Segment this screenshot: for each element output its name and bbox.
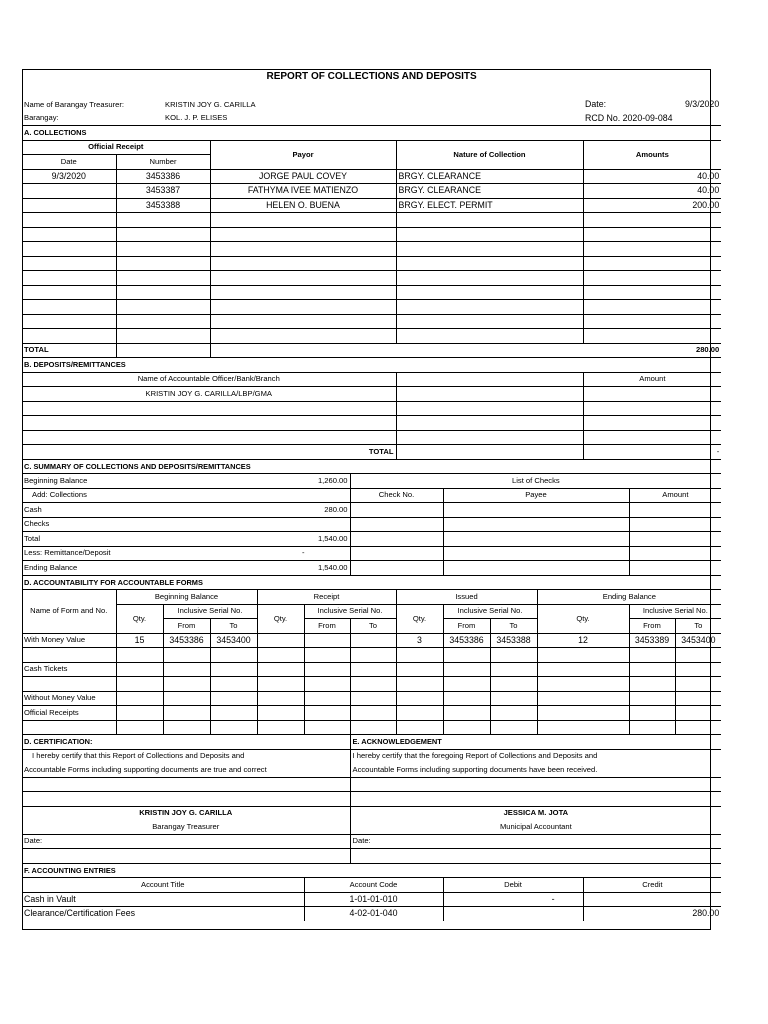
without-money-label: Without Money Value [22, 691, 116, 706]
barangay-name: KOL. J. P. ELISES [165, 113, 228, 123]
accountant-position: Municipal Accountant [350, 820, 721, 834]
rcd-number: RCD No. 2020-09-084 [585, 112, 673, 123]
officer-value: KRISTIN JOY G. CARILLA/LBP/GMA [22, 387, 396, 402]
number-header: Number [116, 155, 210, 170]
check-amount-header: Amount [629, 488, 721, 503]
account-code-header: Account Code [304, 878, 443, 893]
section-accounting: F. ACCOUNTING ENTRIES [22, 863, 721, 878]
barangay-label: Barangay: [24, 113, 59, 123]
official-receipts-label: Official Receipts [22, 706, 116, 721]
checks-label: Checks [22, 517, 257, 532]
section-deposits: B. DEPOSITS/REMITTANCES [22, 358, 721, 373]
acknowledgement-text-1: I hereby certify that the foregoing Report of Collections and Deposits and [352, 751, 598, 761]
acknowledgement-date-label: Date: [350, 834, 721, 849]
deposits-total-label: TOTAL [22, 445, 396, 460]
nature-header: Nature of Collection [396, 140, 583, 169]
table-row: 9/3/2020 3453386 JORGE PAUL COVEY BRGY. CLEARANCE 40.00 [22, 169, 721, 184]
accountant-signatory: JESSICA M. JOTA [503, 808, 569, 818]
debit-header: Debit [443, 878, 583, 893]
section-accountability: D. ACCOUNTABILITY FOR ACCOUNTABLE FORMS [22, 575, 721, 590]
treasurer-signatory: KRISTIN JOY G. CARILLA [22, 806, 350, 820]
treasurer-name: KRISTIN JOY G. CARILLA [165, 99, 256, 109]
cash-label: Cash [22, 503, 257, 518]
rcd-form [22, 69, 720, 930]
date-header: Date [22, 155, 116, 170]
acknowledgement-text-2: Accountable Forms including supporting documents have been received. [350, 763, 721, 777]
date-label: Date: [585, 99, 607, 110]
ending-balance-value: 1,540.00 [257, 561, 350, 576]
account-title-header: Account Title [22, 878, 304, 893]
cash-tickets-label: Cash Tickets [22, 662, 116, 677]
beginning-balance-value: 1,260.00 [257, 474, 350, 489]
deposit-amount-header: Amount [583, 372, 721, 387]
official-receipt-header: Official Receipt [22, 140, 210, 155]
page-title: REPORT OF COLLECTIONS AND DEPOSITS [266, 71, 477, 82]
summary-total-value: 1,540.00 [257, 532, 350, 547]
less-remittance-label: Less: Remittance/Deposit [22, 546, 257, 561]
collections-total-value: 280.00 [583, 343, 721, 358]
less-remittance-value: - [257, 546, 350, 561]
ending-balance-label: Ending Balance [22, 561, 257, 576]
amounts-header: Amounts [583, 140, 721, 169]
section-acknowledgement: E. ACKNOWLEDGEMENT [350, 735, 721, 750]
summary-total-label: Total [22, 532, 257, 547]
collections-total-label: TOTAL [22, 343, 116, 358]
form-name-header: Name of Form and No. [22, 590, 116, 634]
payee-header: Payee [443, 488, 629, 503]
table-row: 3453388 HELEN O. BUENA BRGY. ELECT. PERMIT 200.00 [22, 198, 721, 213]
issued-group: Issued [396, 590, 537, 605]
section-certification: D. CERTIFICATION: [22, 735, 350, 750]
rcd-table: REPORT OF COLLECTIONS AND DEPOSITS Name of Barangay Treasurer: KRISTIN JOY G. CARILLA Date: 9/3/2020 Barangay: KOL. J. P. ELISES RCD No. 2020-09-084 A. COLLECTIONS Official Receipt Payor Nature of Collection Amounts Date Number 9/3/2020 3453386 JORGE PAUL COVEY BRGY. CLEARANCE 40.00 3453387 FATHYMA IVEE MATIENZO BRGY. CLEARANCE 40.00 3453388 HELEN O. BUENA BRGY. ELECT. PERMIT 200.00 TOTAL 280.00 B. DEPOSITS/REMITTANCES Name of Accountable Officer/Bank/Branch Amount KRISTIN JOY G. CARILLA/LBP/GMA TOTAL - C. SUMMARY OF COLLECTIONS AND DEPOSITS/REMITTANCES Beginning Balance 1,260.00 List of Checks Add: Collections Check No. Payee Amount Cash 280.00 Checks Total 1,540.00 Less: Remittance/Deposit - Ending Balance 1,540.00 D. ACCOUNTABILITY FOR ACCOUNTABLE FORMS Name of Form and No. Beginning Balance Receipt Issued Ending Balance Qty. Inclusive Serial No. Qty. Inclusive Serial No. Qty. Inclusive Serial No. Qty. Inclusive Serial No. From To From To From To From To With Money Value 15 3453386 3453400 3 3453386 3453388 12 3453389 3453400 Cash Tickets Without Money Value Official Receipts D. CERTIFICATION: E. ACKNOWLEDGEMENT I hereby certify that this Report of Collections and Deposits and I hereby certify that the foregoing Report of Collections and Deposits and Accountable Forms including supporting documents are true and correct Accountable Forms including supporting documents have been received. KRISTIN JOY G. CARILLA JESSICA M. JOTA Barangay Treasurer Municipal Accountant Date: Date: F. ACCOUNTING ENTRIES Account Title Account Code Debit Credit Cash in Vault 1-01-01-010 - Clearance/Certification Fees 4-02-01-040 280.00 [22, 69, 721, 921]
certification-text-1: I hereby certify that this Report of Collections and Deposits and [22, 749, 350, 763]
treasurer-position: Barangay Treasurer [22, 820, 350, 834]
certification-text-2: Accountable Forms including supporting documents are true and correct [22, 763, 350, 777]
table-row: With Money Value 15 3453386 3453400 3 3453386 3453388 12 3453389 3453400 [22, 633, 721, 648]
table-row: 3453387 FATHYMA IVEE MATIENZO BRGY. CLEARANCE 40.00 [22, 184, 721, 199]
check-no-header: Check No. [350, 488, 443, 503]
beginning-balance-label: Beginning Balance [22, 474, 257, 489]
receipt-group: Receipt [257, 590, 396, 605]
certification-date-label: Date: [22, 834, 350, 849]
table-row: Cash in Vault 1-01-01-010 - [22, 892, 721, 907]
payor-header: Payor [210, 140, 396, 169]
credit-header: Credit [583, 878, 721, 893]
treasurer-label: Name of Barangay Treasurer: [24, 99, 125, 109]
with-money-label: With Money Value [22, 633, 116, 648]
deposits-total-value: - [583, 445, 721, 460]
officer-header: Name of Accountable Officer/Bank/Branch [22, 372, 396, 387]
cash-value: 280.00 [257, 503, 350, 518]
section-summary: C. SUMMARY OF COLLECTIONS AND DEPOSITS/REMITTANCES [22, 459, 721, 474]
ending-balance-group: Ending Balance [537, 590, 721, 605]
date-value: 9/3/2020 [684, 99, 720, 110]
add-collections-label: Add: Collections [22, 488, 257, 503]
section-collections: A. COLLECTIONS [22, 126, 721, 141]
list-of-checks-header: List of Checks [350, 474, 721, 489]
beginning-balance-group: Beginning Balance [116, 590, 257, 605]
table-row: Clearance/Certification Fees 4-02-01-040 280.00 [22, 907, 721, 921]
